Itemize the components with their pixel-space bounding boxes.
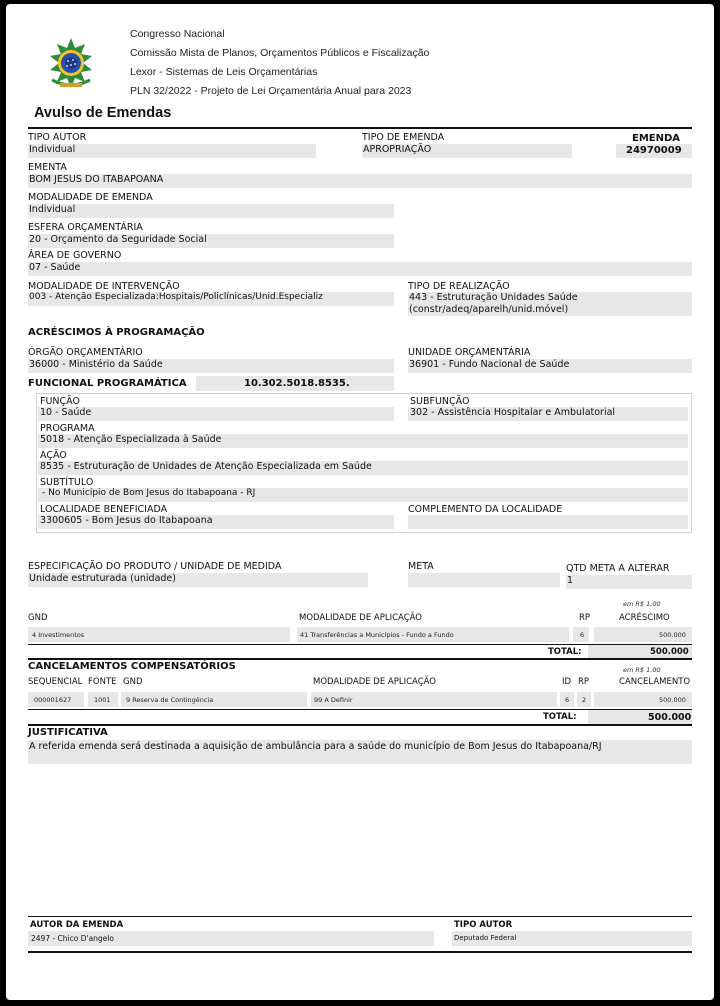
modalidade-intervencao-label: MODALIDADE DE INTERVENÇÃO xyxy=(28,281,180,292)
cancelamentos-title: CANCELAMENTOS COMPENSATÓRIOS xyxy=(28,661,236,672)
autor-emenda-label: AUTOR DA EMENDA xyxy=(30,920,124,930)
footer-tipo-autor-label: TIPO AUTOR xyxy=(454,920,513,930)
header-congresso: Congresso Nacional xyxy=(130,28,225,40)
ementa-value: BOM JESUS DO ITABAPOANA xyxy=(29,174,164,185)
acrescimo-total-rule xyxy=(28,658,692,660)
emenda-label: EMENDA xyxy=(632,133,681,144)
subfuncao-label: SUBFUNÇÃO xyxy=(410,396,470,407)
meta-field xyxy=(408,573,560,587)
funcao-field xyxy=(38,407,394,421)
tipo-realizacao-label: TIPO DE REALIZAÇÃO xyxy=(408,281,510,292)
header-pln: PLN 32/2022 - Projeto de Lei Orçamentária Anual para 2023 xyxy=(130,85,412,97)
localidade-value: 3300605 - Bom Jesus do Itabapoana xyxy=(40,515,213,526)
acrescimo-gnd-value: 4 Investimentos xyxy=(32,631,85,639)
cancel-total-rule xyxy=(28,724,692,726)
cancelamento-unit-note: em R$ 1,00 xyxy=(623,666,661,674)
acrescimo-total-value: 500.000 xyxy=(650,647,689,657)
cancel-value: 500.000 xyxy=(659,696,686,704)
subfuncao-value: 302 - Assistência Hospitalar e Ambulatorial xyxy=(410,407,616,418)
cancel-id-value: 6 xyxy=(565,696,570,704)
localidade-label: LOCALIDADE BENEFICIADA xyxy=(40,504,168,515)
cancel-gnd-header: GND xyxy=(123,677,143,687)
area-governo-label: ÁREA DE GOVERNO xyxy=(28,250,122,261)
cancel-total-value: 500.000 xyxy=(648,712,692,723)
acrescimo-modalidade-value: 41 Transferências a Municípios - Fundo a Fundo xyxy=(300,631,454,639)
tipo-autor-value: Individual xyxy=(29,144,76,155)
document-title: Avulso de Emendas xyxy=(34,105,172,121)
tipo-realizacao-value-2: (constr/adeq/aparelh/unid.móvel) xyxy=(409,304,569,315)
modalidade-emenda-value: Individual xyxy=(29,204,76,215)
brazil-coat-of-arms-icon xyxy=(44,36,98,92)
qtd-meta-label: QTD META A ALTERAR xyxy=(566,563,670,574)
acrescimo-value: 500.000 xyxy=(659,631,686,639)
ementa-label: EMENTA xyxy=(28,162,67,173)
complemento-label: COMPLEMENTO DA LOCALIDADE xyxy=(408,504,563,515)
acrescimo-rp-value: 6 xyxy=(580,631,585,639)
justificativa-title: JUSTIFICATIVA xyxy=(28,727,108,738)
acrescimo-total-label: TOTAL: xyxy=(548,647,582,657)
qtd-meta-field xyxy=(566,575,692,589)
modalidade-emenda-field xyxy=(28,204,394,218)
footer-bottom-rule xyxy=(28,951,692,953)
subtitulo-label: SUBTÍTULO xyxy=(40,477,94,488)
cancel-rp-header: RP xyxy=(578,677,590,687)
cancel-modalidade-value: 99 A Definir xyxy=(314,696,353,704)
acrescimo-unit-note: em R$ 1,00 xyxy=(623,600,661,608)
modalidade-intervencao-value: 003 - Atenção Especializada:Hospitais/Policlínicas/Unid.Especializ xyxy=(29,292,323,302)
cancel-gnd-value: 9 Reserva de Contingência xyxy=(126,696,214,704)
cancel-modalidade-header: MODALIDADE DE APLICAÇÃO xyxy=(313,677,436,687)
acao-value: 8535 - Estruturação de Unidades de Atenção Especializada em Saúde xyxy=(40,461,372,472)
cancel-sequencial-value: 000001627 xyxy=(34,696,72,704)
acrescimo-gnd-header: GND xyxy=(28,613,48,623)
especificacao-label: ESPECIFICAÇÃO DO PRODUTO / UNIDADE DE MEDIDA xyxy=(28,561,282,572)
qtd-meta-value: 1 xyxy=(567,575,574,586)
area-governo-value: 07 - Saúde xyxy=(29,262,81,273)
complemento-field xyxy=(408,515,688,529)
funcional-label: FUNCIONAL PROGRAMÁTICA xyxy=(28,378,187,389)
cancel-id-header: ID xyxy=(562,677,572,687)
funcao-label: FUNÇÃO xyxy=(40,396,80,407)
orgao-label: ÓRGÃO ORÇAMENTÁRIO xyxy=(28,347,143,358)
footer-top-rule xyxy=(28,916,692,917)
acao-label: AÇÃO xyxy=(40,450,67,461)
emenda-number: 24970009 xyxy=(626,145,682,156)
programa-label: PROGRAMA xyxy=(40,423,95,434)
esfera-value: 20 - Orçamento da Seguridade Social xyxy=(29,234,207,245)
tipo-realizacao-value-1: 443 - Estruturação Unidades Saúde xyxy=(409,292,578,303)
title-rule xyxy=(28,127,692,129)
cancel-cancelamento-header: CANCELAMENTO xyxy=(619,677,691,687)
cancel-sequencial-header: SEQUENCIAL xyxy=(28,677,83,687)
header-comissao: Comissão Mista de Planos, Orçamentos Públicos e Fiscalização xyxy=(130,47,430,59)
meta-label: META xyxy=(408,561,434,572)
cancel-fonte-value: 1001 xyxy=(94,696,111,704)
subtitulo-value: - No Município de Bom Jesus do Itabapoana - RJ xyxy=(42,488,256,498)
tipo-emenda-label: TIPO DE EMENDA xyxy=(362,132,445,143)
especificacao-value: Unidade estruturada (unidade) xyxy=(29,573,176,584)
header-lexor: Lexor - Sistemas de Leis Orçamentárias xyxy=(130,66,318,78)
tipo-autor-label: TIPO AUTOR xyxy=(28,132,87,143)
acrescimo-modalidade-header: MODALIDADE DE APLICAÇÃO xyxy=(299,613,422,623)
acrescimo-column-header: ACRÉSCIMO xyxy=(619,613,670,623)
modalidade-emenda-label: MODALIDADE DE EMENDA xyxy=(28,192,153,203)
area-governo-field xyxy=(28,262,692,276)
orgao-value: 36000 - Ministério da Saúde xyxy=(29,359,163,370)
unidade-value: 36901 - Fundo Nacional de Saúde xyxy=(409,359,570,370)
esfera-label: ESFERA ORÇAMENTÁRIA xyxy=(28,222,143,233)
footer-tipo-autor-value: Deputado Federal xyxy=(454,934,517,942)
cancel-rp-value: 2 xyxy=(582,696,587,704)
acrescimos-title: ACRÉSCIMOS À PROGRAMAÇÃO xyxy=(28,327,205,338)
autor-emenda-value: 2497 - Chico D'angelo xyxy=(31,934,114,943)
acrescimo-rp-header: RP xyxy=(579,613,591,623)
funcional-value: 10.302.5018.8535. xyxy=(244,378,350,389)
programa-value: 5018 - Atenção Especializada à Saúde xyxy=(40,434,222,445)
cancel-total-label: TOTAL: xyxy=(543,712,577,722)
cancel-fonte-header: FONTE xyxy=(88,677,117,687)
funcao-value: 10 - Saúde xyxy=(40,407,92,418)
tipo-emenda-value: APROPRIAÇÃO xyxy=(363,144,432,155)
unidade-label: UNIDADE ORÇAMENTÁRIA xyxy=(408,347,531,358)
justificativa-text: A referida emenda será destinada a aquisição de ambulância para a saúde do município de Bom Jesus do Itabapoana/RJ xyxy=(29,741,602,752)
